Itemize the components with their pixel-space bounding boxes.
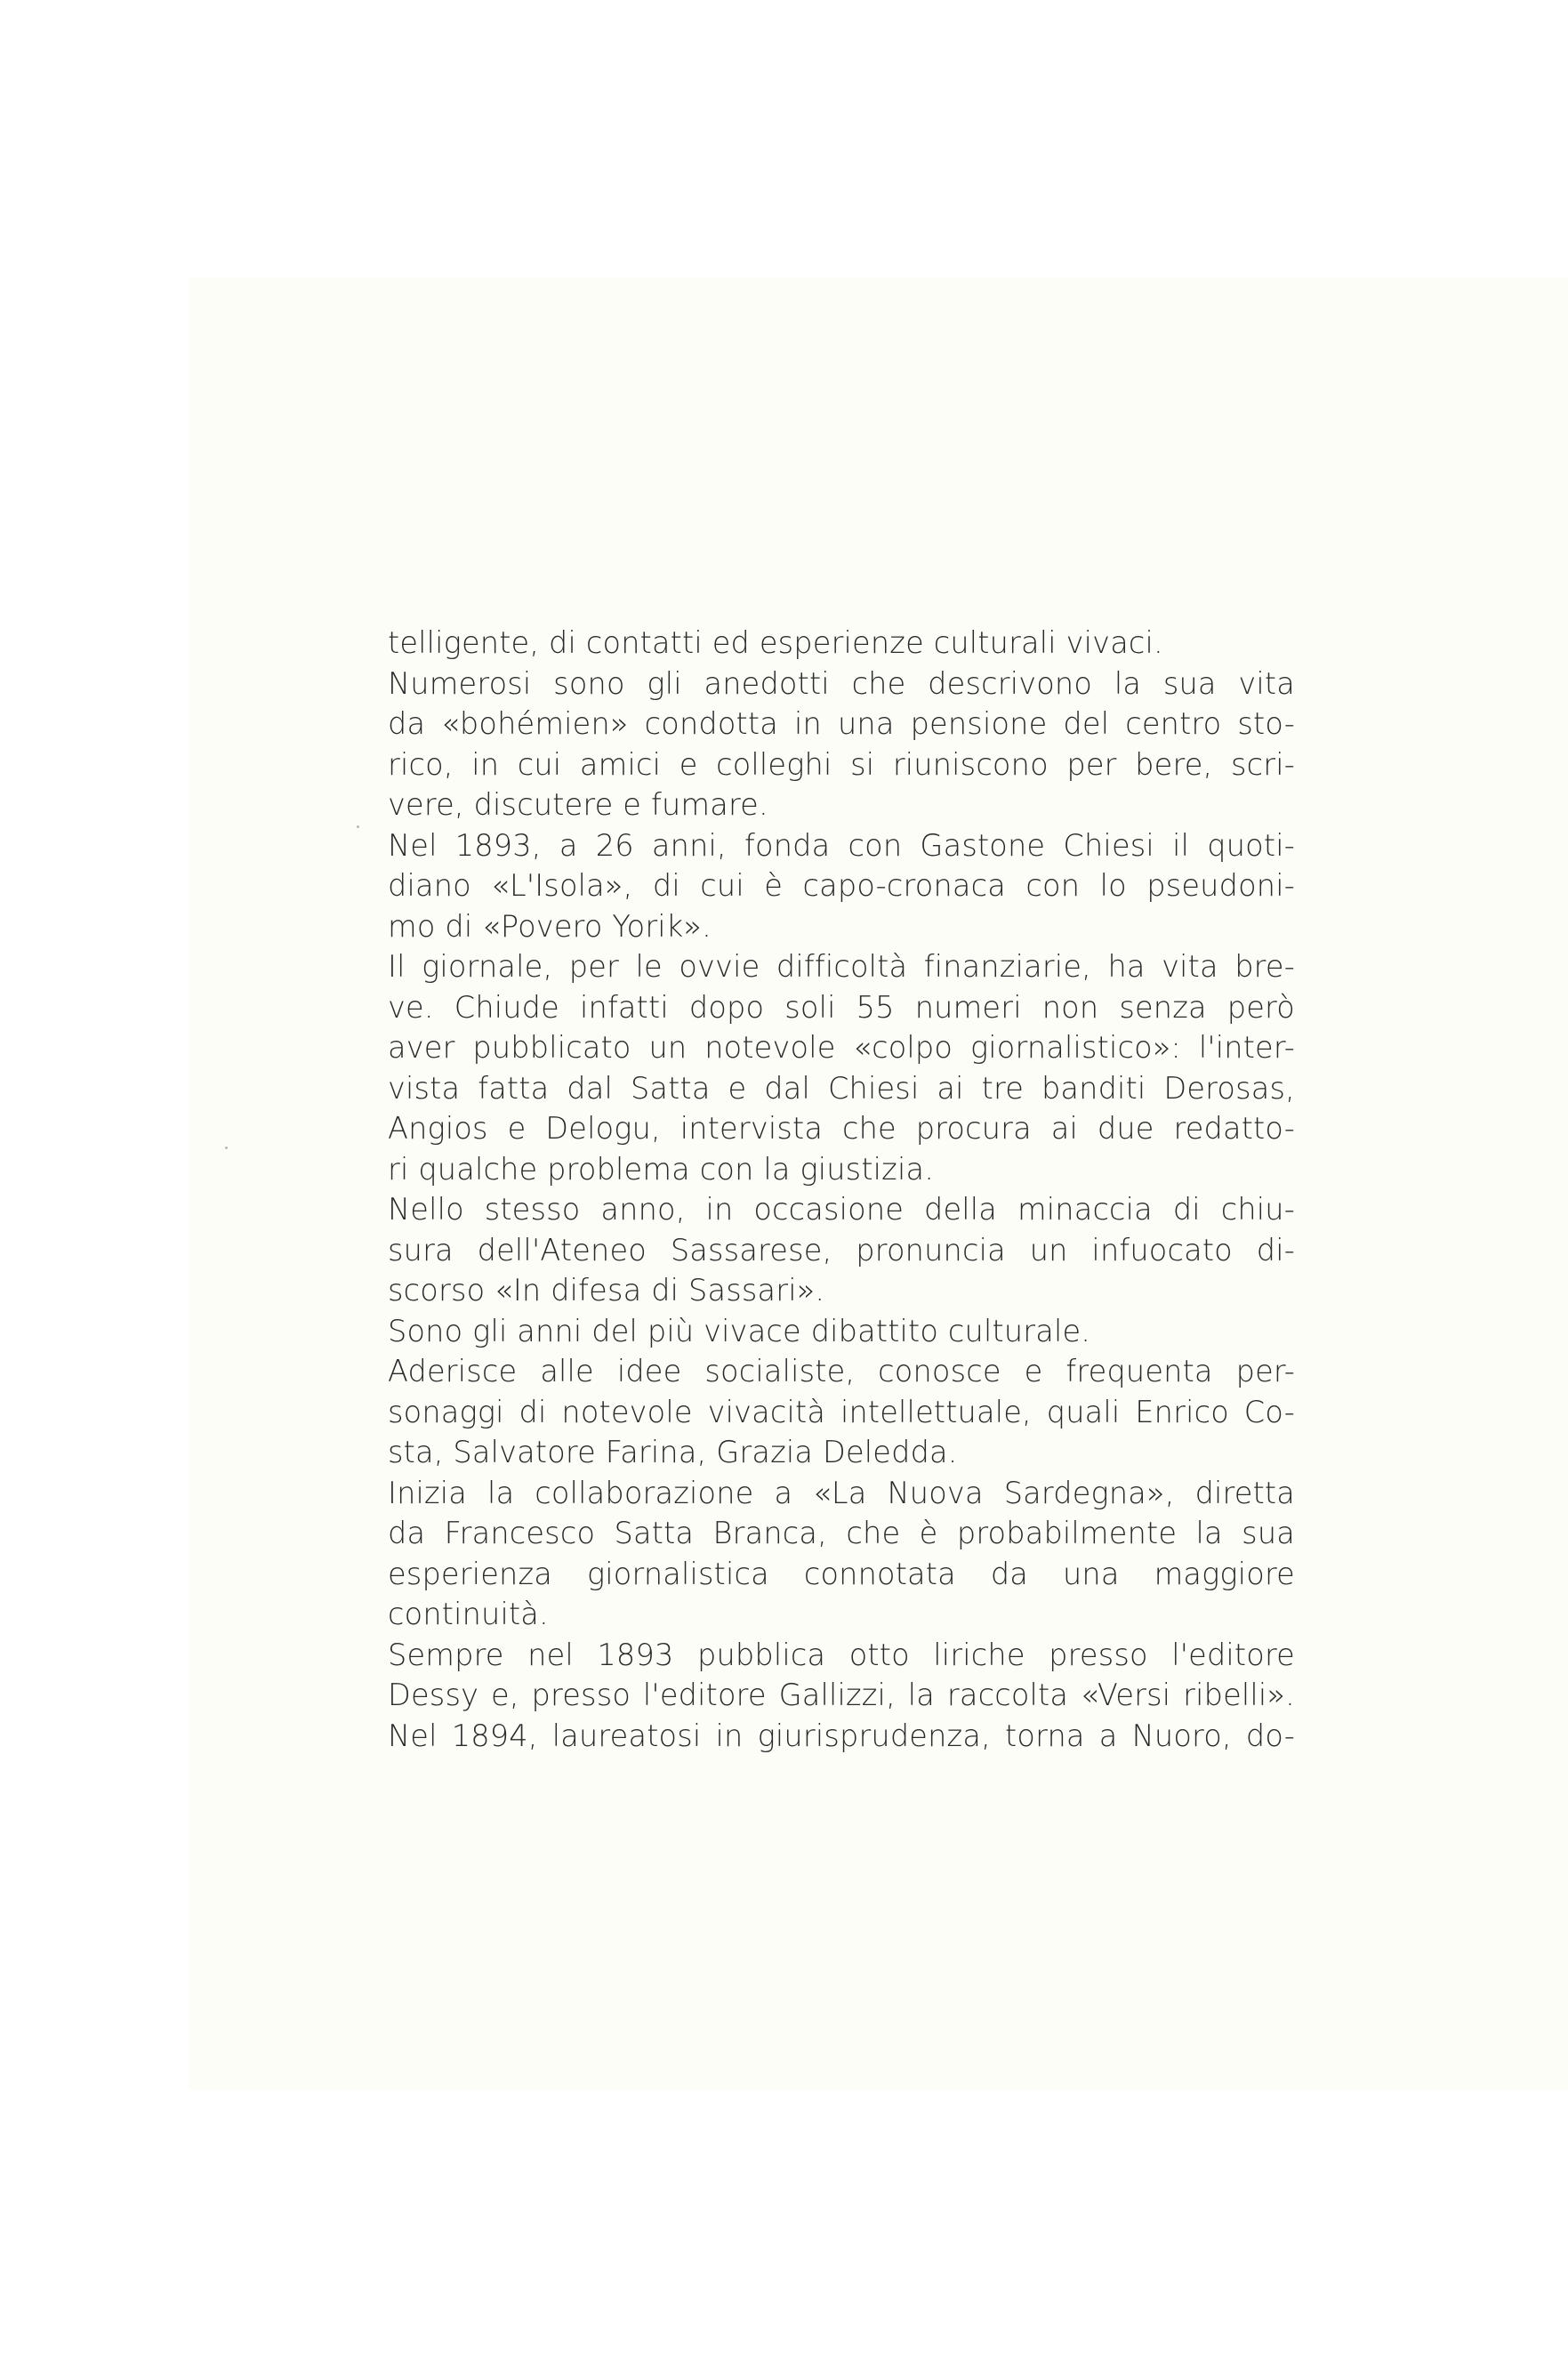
text-line: vere, discutere e fumare.	[388, 787, 768, 822]
text-line: ri qualche problema con la giustizia.	[388, 1151, 935, 1187]
text-line: sonaggi di notevole vivacità intellettuale, quali Enrico Co-	[388, 1394, 1295, 1429]
body-text	[388, 623, 1295, 1756]
text-line: Numerosi sono gli anedotti che descrivono la sua vita	[388, 665, 1295, 701]
text-line: continuità.	[388, 1597, 549, 1631]
text-line: Dessy e, presso l'editore Gallizzi, la raccolta «Versi ribelli».	[388, 1678, 1295, 1712]
text-line: Nello stesso anno, in occasione della minaccia di chiu-	[388, 1192, 1295, 1227]
text-line: Angios e Delogu, intervista che procura ai due redatto-	[388, 1111, 1295, 1146]
scan-speck	[357, 825, 359, 828]
text-line: Il giornale, per le ovvie difficoltà finanziarie, ha vita bre-	[388, 949, 1295, 984]
text-line: vista fatta dal Satta e dal Chiesi ai tre banditi Derosas,	[388, 1070, 1295, 1106]
text-line: da Francesco Satta Branca, che è probabilmente la sua	[388, 1516, 1295, 1550]
text-line: scorso «In difesa di Sassari».	[388, 1273, 825, 1308]
text-line: Sono gli anni del più vivace dibattito culturale.	[388, 1313, 1091, 1348]
text-line: aver pubblicato un notevole «colpo giornalistico»: l'inter-	[388, 1030, 1295, 1065]
text-line: sta, Salvatore Farina, Grazia Deledda.	[388, 1435, 958, 1469]
text-line: Nel 1894, laureatosi in giurisprudenza, torna a Nuoro, do-	[388, 1718, 1295, 1753]
text-line: da «bohémien» condotta in una pensione del centro sto-	[388, 706, 1295, 741]
text-line: rico, in cui amici e colleghi si riuniscono per bere, scri-	[388, 746, 1295, 782]
text-line: Inizia la collaborazione a «La Nuova Sardegna», diretta	[388, 1475, 1295, 1510]
text-line: telligente, di contatti ed esperienze culturali vivaci.	[388, 625, 1163, 660]
text-line: diano «L'Isola», di cui è capo-cronaca con lo pseudoni-	[388, 868, 1295, 903]
scan-speck	[225, 1147, 228, 1149]
text-line: mo di «Povero Yorik».	[388, 908, 712, 944]
text-line: esperienza giornalistica connotata da una maggiore	[388, 1556, 1295, 1591]
text-line: Nel 1893, a 26 anni, fonda con Gastone Chiesi il quoti-	[388, 827, 1295, 863]
text-line: Sempre nel 1893 pubblica otto liriche presso l'editore	[388, 1637, 1295, 1672]
text-line: Aderisce alle idee socialiste, conosce e frequenta per-	[388, 1354, 1295, 1388]
text-line: ve. Chiude infatti dopo soli 55 numeri non senza però	[388, 989, 1295, 1025]
text-line: sura dell'Ateneo Sassarese, pronuncia un infuocato di-	[388, 1232, 1295, 1268]
